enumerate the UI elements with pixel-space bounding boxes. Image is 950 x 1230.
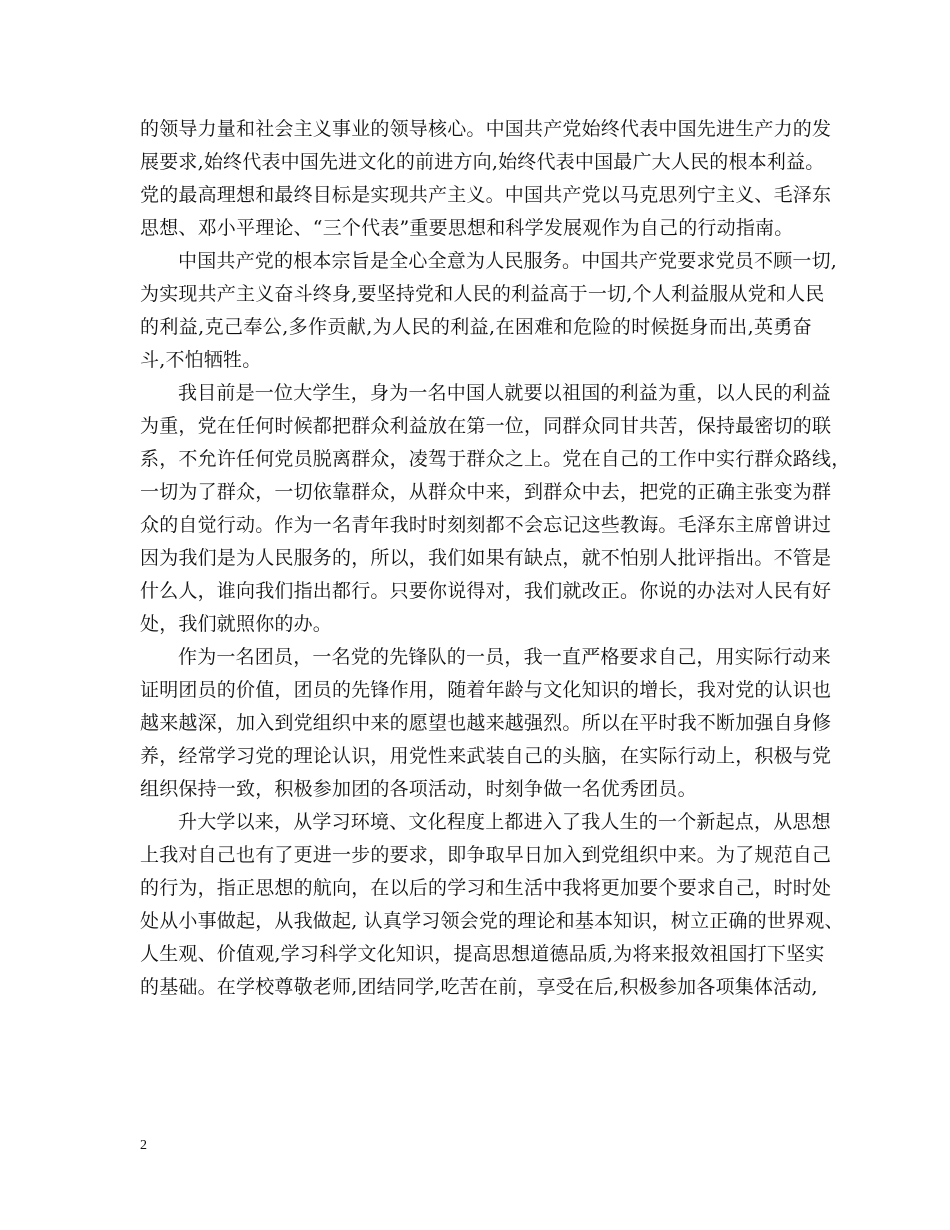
paragraph: [140, 113, 832, 245]
paragraph: [140, 641, 832, 806]
text-line: 作为一名团员，一名党的先锋队的一员，我一直严格要求自己，用实际行动来: [178, 646, 831, 668]
text-line: 为实现共产主义奋斗终身,要坚持党和人民的利益高于一切,个人利益服从党和人民: [140, 283, 825, 305]
text-line: 斗,不怕牺牲。: [140, 349, 262, 371]
text-line: 处，我们就照你的办。: [140, 613, 333, 635]
text-line: 一切为了群众，一切依靠群众，从群众中来，到群众中去，把党的正确主张变为群: [140, 481, 832, 503]
text-line: 众的自觉行动。作为一名青年我时时刻刻都不会忘记这些教诲。毛泽东主席曾讲过: [140, 514, 832, 536]
text-line: 处从小事做起，从我做起, 认真学习领会党的理论和基本知识，树立正确的世界观、: [140, 910, 844, 932]
text-line: 人生观、价值观,学习科学文化知识，提高思想道德品质,为将来报效祖国打下坚实: [140, 943, 825, 965]
text-line: 的利益,克己奉公,多作贡献,为人民的利益,在困难和危险的时候挺身而出,英勇奋: [140, 316, 812, 338]
text-line: 因为我们是为人民服务的，所以，我们如果有缺点，就不怕别人批评指出。不管是: [140, 547, 832, 569]
body-text: [140, 113, 851, 1004]
text-line: 系，不允许任何党员脱离群众，凌驾于群众之上。党在自己的工作中实行群众路线，: [140, 448, 851, 470]
paragraph: [140, 377, 851, 641]
text-line: 升大学以来，从学习环境、文化程度上都进入了我人生的一个新起点，从思想: [178, 811, 831, 833]
text-line: 党的最高理想和最终目标是实现共产主义。中国共产党以马克思列宁主义、毛泽东: [140, 184, 832, 206]
text-line: 养，经常学习党的理论认识，用党性来武装自己的头脑，在实际行动上，积极与党: [140, 745, 832, 767]
text-line: 中国共产党的根本宗旨是全心全意为人民服务。中国共产党要求党员不顾一切,: [178, 250, 838, 272]
text-line: 展要求,始终代表中国先进文化的前进方向,始终代表中国最广大人民的根本利益。: [140, 151, 825, 173]
text-line: 的基础。在学校尊敬老师,团结同学,吃苦在前，享受在后,积极参加各项集体活动,: [140, 976, 818, 998]
text-line: 什么人，谁向我们指出都行。只要你说得对，我们就改正。你说的办法对人民有好: [140, 580, 832, 602]
text-line: 组织保持一致，积极参加团的各项活动，时刻争做一名优秀团员。: [140, 778, 697, 800]
text-line: 上我对自己也有了更进一步的要求，即争取早日加入到党组织中来。为了规范自己: [140, 844, 832, 866]
text-line: 越来越深，加入到党组织中来的愿望也越来越强烈。所以在平时我不断加强自身修: [140, 712, 832, 734]
text-line: 我目前是一位大学生，身为一名中国人就要以祖国的利益为重，以人民的利益: [178, 382, 831, 404]
paragraph: [140, 245, 838, 377]
text-line: 证明团员的价值，团员的先锋作用，随着年龄与文化知识的增长，我对党的认识也: [140, 679, 832, 701]
paragraph: [140, 806, 844, 1004]
text-line: 思想、邓小平理论、“三个代表”重要思想和科学发展观作为自己的行动指南。: [140, 217, 794, 239]
text-line: 的领导力量和社会主义事业的领导核心。中国共产党始终代表中国先进生产力的发: [140, 118, 832, 140]
page-number: 2: [140, 1138, 147, 1153]
text-line: 为重，党在任何时候都把群众利益放在第一位，同群众同甘共苦，保持最密切的联: [140, 415, 832, 437]
text-line: 的行为，指正思想的航向，在以后的学习和生活中我将更加要个要求自己，时时处: [140, 877, 832, 899]
